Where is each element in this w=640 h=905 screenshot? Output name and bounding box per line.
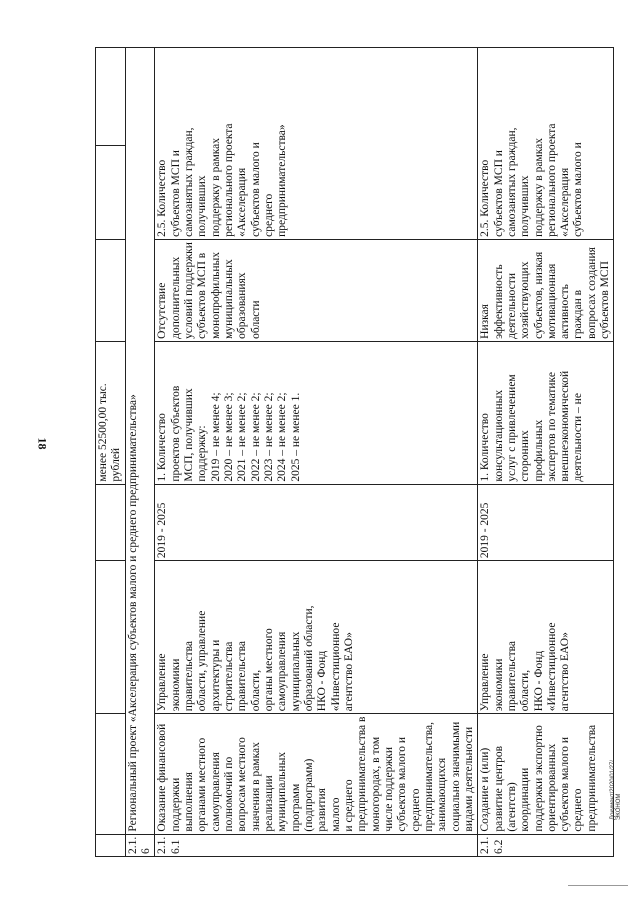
result-cell: 1. Количество консультационных услуг с привлечением сторонних профильных экспертов по тематике внешнеэкономической деятельности – не: [478, 341, 614, 484]
indicator-cell: 2.5. Количество субъектов МСП и самозанятых граждан, получивших поддержку в рамках регионального проекта «Акселерация субъектов малого и среднего предпринимательства»: [155, 48, 478, 240]
bottom-divider: [568, 885, 628, 886]
footer-code: Документ/2020/01/27/ЭКОНОМ: [610, 760, 622, 820]
page-number: 18: [35, 437, 50, 450]
consequence-cell: Низкая эффективность деятельности хозяйствующих субъектов, низкая мотивационная активность граждан в вопросах создания субъектов МСП: [478, 239, 614, 341]
row-number: 2.1.6.2: [478, 834, 614, 856]
measure-cell: Создание и (или) развитие центров (агентств) координации поддержки экспортно ориентированных субъектов малого и среднего предпринимательства: [478, 714, 614, 834]
executors-cell: Управление экономики правительства области, НКО - Фонд «Инвестиционное агентство ЕАО»: [478, 561, 614, 714]
rotated-table-wrapper: [95, 47, 625, 857]
measure-cell: Оказание финансовой поддержки выполнения органами местного самоуправления полномочий по вопросам местного значения в рамках реализации муниципальных программ (подпрограмм) развития малого и среднего предпринимательства в моногородах, в том числе поддержки субъектов малого и среднего предпринимательства, занимающихся социально значимыми видами деятельности: [155, 714, 478, 834]
result-cell: 1. Количество проектов субъектов МСП, получивших поддержку: 2019 – не менее 4; 2020 – не менее 3; 2021 – не менее 2; 2022 – не менее 2; 2023 – не менее 2; 2024 – не менее 2; 2025 – не менее 1.: [155, 341, 478, 484]
table-row: [478, 48, 614, 857]
period-cell: 2019 - 2025: [478, 484, 614, 561]
consequence-cell: Отсутствие дополнительных условий поддержки субъектов МСП в монопрофильных муниципальных образованиях области: [155, 239, 478, 341]
table-row: [155, 48, 478, 857]
section-number: 2.1.6: [125, 834, 155, 856]
section-row: [125, 48, 155, 857]
indicator-cell: 2.5. Количество субъектов МСП и самозанятых граждан, получивших поддержку в рамках регионального проекта «Акселерация субъектов малого и: [478, 48, 614, 240]
continuation-amount: менее 52500,00 тыс. рублей: [96, 341, 126, 484]
period-cell: 2019 - 2025: [155, 484, 478, 561]
executors-cell: Управление экономики правительства области, управление архитектуры и строительства правительства области, органы местного самоуправления муниципальных образований области, НКО - Фонд «Инвестиционное агентство ЕАО»: [155, 561, 478, 714]
continuation-row: [96, 48, 126, 857]
section-title: Региональный проект «Акселерация субъектов малого и среднего предпринимательства»: [125, 48, 155, 835]
program-table: [95, 47, 614, 857]
row-number: 2.1.6.1: [155, 834, 478, 856]
